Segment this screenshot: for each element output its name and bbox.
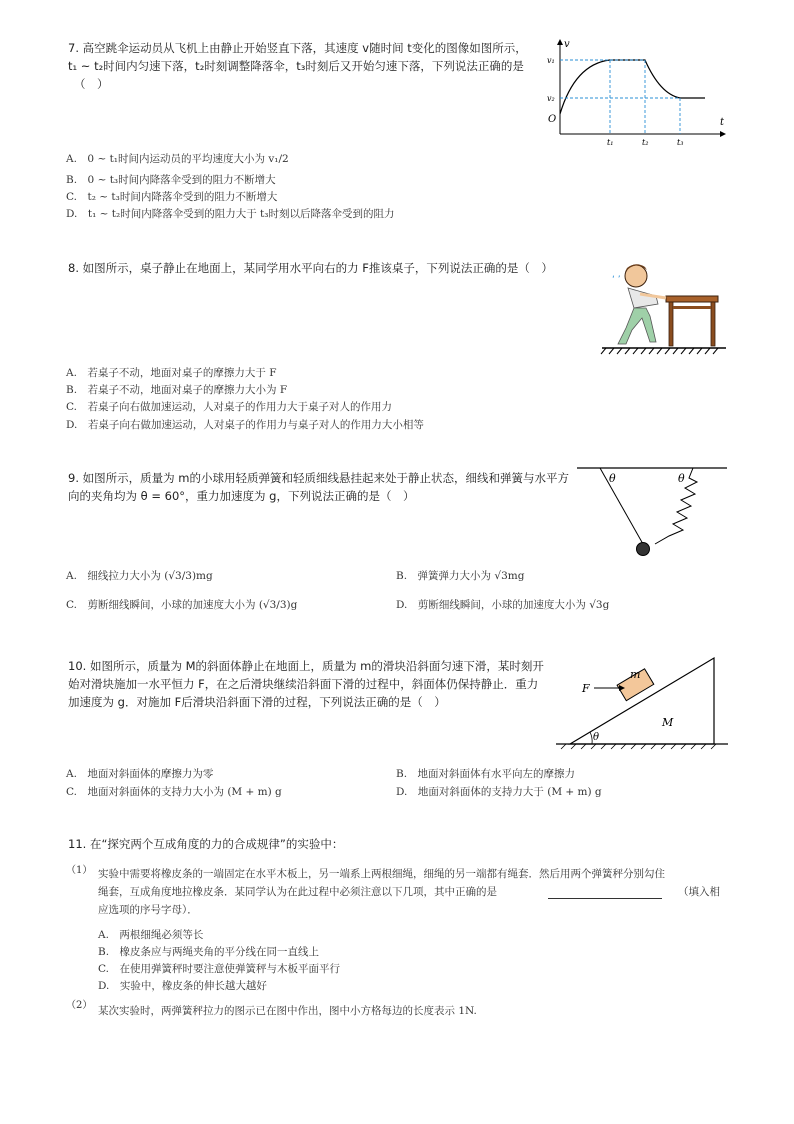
svg-text:‘ ’: ‘ ’ <box>612 275 621 285</box>
q9-option-d[interactable]: D. 剪断细线瞬间，小球的加速度大小为 √3g <box>396 599 610 611</box>
q11-option-d[interactable]: D. 实验中，橡皮条的伸长越大越好 <box>98 980 267 992</box>
q9-stem-line1: 9. 如图所示，质量为 m的小球用轻质弹簧和轻质细线悬挂起来处于静止状态，细线和弹簧与水平方 <box>68 471 569 485</box>
graph-v2-label: v₂ <box>547 94 555 103</box>
q10-stem-line3: 加速度为 g．对施加 F后滑块沿斜面下滑的过程，下列说法正确的是（ ） <box>68 695 446 709</box>
q7-option-b[interactable]: B. 0 ~ t₃时间内降落伞受到的阻力不断增大 <box>66 174 276 186</box>
q7-vt-graph <box>540 36 730 146</box>
q8-option-c[interactable]: C. 若桌子向右做加速运动，人对桌子的作用力大于桌子对人的作用力 <box>66 401 392 413</box>
q11-option-c[interactable]: C. 在使用弹簧秤时要注意使弹簧秤与木板平面平行 <box>98 963 340 975</box>
q9-theta-left: θ <box>609 472 616 485</box>
q10-option-c[interactable]: C. 地面对斜面体的支持力大小为 (M + m) g <box>66 786 282 798</box>
graph-t-label: t <box>720 117 725 128</box>
graph-v1-label: v₁ <box>547 56 555 65</box>
q8-option-b[interactable]: B. 若桌子不动，地面对桌子的摩擦力大小为 F <box>66 384 288 396</box>
graph-t3-label: t₃ <box>677 138 684 147</box>
q10-block-mass-label: m <box>630 668 641 681</box>
q10-incline-figure <box>552 652 732 752</box>
q7-option-d[interactable]: D. t₁ ~ t₂时间内降落伞受到的阻力大于 t₃时刻以后降落伞受到的阻力 <box>66 208 395 220</box>
q9-option-a[interactable]: A. 细线拉力大小为 (√3/3)mg <box>66 570 213 582</box>
q11-part1-line2-tail: （填入相 <box>678 886 720 898</box>
q7-stem-line1: 7. 高空跳伞运动员从飞机上由静止开始竖直下落，其速度 v随时间 t变化的图像如图所示， <box>68 41 527 55</box>
q11-title: 11. 在“探究两个互成角度的力的合成规律”的实验中： <box>68 837 344 851</box>
q7-option-c[interactable]: C. t₂ ~ t₃时间内降落伞受到的阻力不断增大 <box>66 191 278 203</box>
q10-force-label: F <box>582 682 590 695</box>
q10-option-a[interactable]: A. 地面对斜面体的摩擦力为零 <box>66 768 214 780</box>
q9-option-b[interactable]: B. 弹簧弹力大小为 √3mg <box>396 570 525 582</box>
q10-option-b[interactable]: B. 地面对斜面体有水平向左的摩擦力 <box>396 768 576 780</box>
q9-stem-line2: 向的夹角均为 θ = 60°，重力加速度为 g，下列说法正确的是（ ） <box>68 489 415 503</box>
q11-part1-number: （1） <box>66 865 93 876</box>
q11-part1-line2: 绳套，互成角度地拉橡皮条．某同学认为在此过程中必须注意以下几项，其中正确的是 <box>98 886 497 898</box>
q10-option-d[interactable]: D. 地面对斜面体的支持力大于 (M + m) g <box>396 786 602 798</box>
q8-option-d[interactable]: D. 若桌子向右做加速运动，人对桌子的作用力与桌子对人的作用力大小相等 <box>66 419 424 431</box>
q11-part2-number: （2） <box>66 1000 93 1011</box>
graph-v-label: v <box>564 39 570 50</box>
graph-origin-label: O <box>548 114 557 125</box>
q10-stem-line1: 10. 如图所示，质量为 M的斜面体静止在地面上，质量为 m的滑块沿斜面匀速下滑，某时刻开 <box>68 659 544 673</box>
q11-answer-blank[interactable] <box>548 898 662 899</box>
q8-push-table-figure <box>598 258 728 353</box>
q9-option-c[interactable]: C. 剪断细线瞬间，小球的加速度大小为 (√3/3)g <box>66 599 298 611</box>
q11-option-b[interactable]: B. 橡皮条应与两绳夹角的平分线在同一直线上 <box>98 946 320 958</box>
q7-option-a[interactable]: A. 0 ~ t₁时间内运动员的平均速度大小为 v₁/2 <box>66 153 289 165</box>
q8-stem-line1: 8. 如图所示，桌子静止在地面上，某同学用水平向右的力 F推该桌子，下列说法正确的是（ ） <box>68 261 553 275</box>
q11-part1-line1: 实验中需要将橡皮条的一端固定在水平木板上，另一端系上两根细绳，细绳的另一端都有绳套．然后用两个弹簧秤分别勾住 <box>98 868 665 880</box>
q10-wedge-mass-label: M <box>662 716 674 729</box>
q10-theta-label: θ <box>593 732 600 743</box>
q11-part1-line3: 应选项的序号字母）． <box>98 904 198 916</box>
q11-part2-line: 某次实验时，两弹簧秤拉力的图示已在图中作出，图中小方格每边的长度表示 1N. <box>98 1005 477 1017</box>
q7-stem-line2: t₁ ~ t₂时间内匀速下落，t₂时刻调整降落伞，t₃时刻后又开始匀速下落，下列说法正确的是 <box>68 59 524 73</box>
graph-t2-label: t₂ <box>642 138 649 147</box>
graph-t1-label: t₁ <box>607 138 614 147</box>
q8-option-a[interactable]: A. 若桌子不动，地面对桌子的摩擦力大于 F <box>66 367 277 379</box>
q9-ball-spring-figure <box>575 462 735 557</box>
q11-option-a[interactable]: A. 两根细绳必须等长 <box>98 929 204 941</box>
q7-stem-line3: （ ） <box>74 77 109 91</box>
q9-theta-right: θ <box>678 472 685 485</box>
q10-stem-line2: 始对滑块施加一水平恒力 F，在之后滑块继续沿斜面下滑的过程中，斜面体仍保持静止．重力 <box>68 677 539 691</box>
